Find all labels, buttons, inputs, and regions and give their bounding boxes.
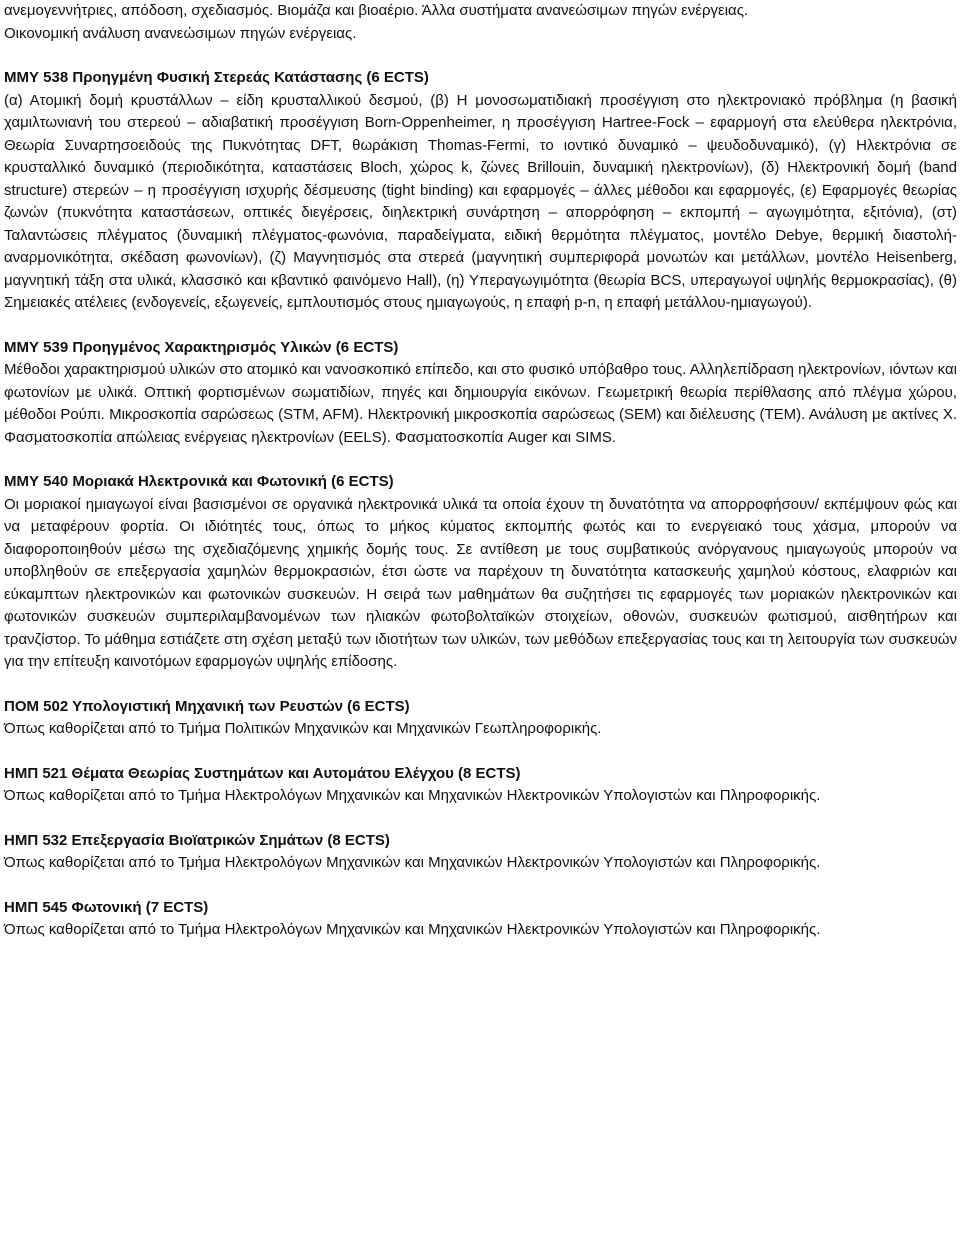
- course-section: [4, 471, 957, 674]
- course-title: ΜΜΥ 539 Προηγμένος Χαρακτηρισμός Υλικών (6 ECTS): [4, 338, 399, 356]
- course-description: Όπως καθορίζεται από το Τμήμα Ηλεκτρολόγων Μηχανικών και Μηχανικών Ηλεκτρονικών Υπολογιστών και Πληροφορικής.: [4, 921, 821, 938]
- course-description: Όπως καθορίζεται από το Τμήμα Ηλεκτρολόγων Μηχανικών και Μηχανικών Ηλεκτρονικών Υπολογιστών και Πληροφορικής.: [4, 787, 821, 804]
- course-title: ΗΜΠ 545 Φωτονική (7 ECTS): [4, 898, 209, 916]
- course-section: [4, 763, 957, 808]
- course-section: [4, 337, 957, 450]
- course-section: [4, 897, 957, 942]
- course-title: ΜΜΥ 540 Μοριακά Ηλεκτρονικά και Φωτονική (6 ECTS): [4, 473, 394, 490]
- intro-line: ανεμογεννήτριες, απόδοση, σχεδιασμός. Βιομάζα και βιοαέριο. Άλλα συστήματα ανανεώσιμων πηγών ενέργειας.: [4, 2, 749, 19]
- course-description: (α) Ατομική δομή κρυστάλλων – είδη κρυσταλλικού δεσμού, (β) Η μονοσωματιδιακή προσέγγιση στο ηλεκτρονιακό πρόβλημα (η βασική χαμιλτωνιανή του στερεού – αδιαβατική προσέγγιση Born-Oppenheimer, η προσέγγιση Hartree-Fock – εφαρμογή στα ελεύθερα ηλεκτρόνια, Θεωρία Συναρτησοειδούς της Πυκνότητας DFT, θωράκιση Thomas-Fermi, το ιοντικό δυναμικό – ψευδοδυναμικό), (γ) Ηλεκτρόνια σε κρυσταλλικό δυναμικό (περιοδικότητα, καταστάσεις Bloch, χώρος k, ζώνες Brillouin, δυναμική ηλεκτρονίων), (δ) Ηλεκτρονική δομή (band structure) στερεών – η προσέγγιση ισχυρής δέσμευσης (tight binding) και εφαρμογές – άλλες μέθοδοι και εφαρμογές, (ε) Εφαρμογές θεωρίας ζωνών (πυκνότητα καταστάσεων, οπτικές διεγέρσεις, διηλεκτρική συνάρτηση – απορρόφηση – εκπομπή – αγωγιμότητα, εξιτόνια), (στ) Ταλαντώσεις πλέγματος (δυναμική πλέγματος-φωνόνια, παραδείγματα, ειδική θερμότητα πλέγματος, μοντέλο Debye, θερμική διαστολή-αναρμονικότητα, σκέδαση φωνονίων), (ζ) Μαγνητισμός στα στερεά (μαγνητική συμπεριφορά μονωτών και μετάλλων, μοντέλο Heisenberg, μαγνητική τάξη στα υλικά, κλασσικό και κβαντικό φαινόμενο Hall), (η) Υπεραγωγιμότητα (θεωρία BCS, υπεραγωγοί υψηλής θερμοκρασίας), (θ) Σημειακές ατέλειες (ενδογενείς, εξωγενείς, εμπλουτισμός στους ημιαγωγούς, η επαφή p-n, η επαφή μετάλλου-ημιαγωγού).: [4, 91, 957, 311]
- course-section: [4, 696, 957, 741]
- course-section: [4, 67, 957, 315]
- course-description: Οι μοριακοί ημιαγωγοί είναι βασισμένοι σε οργανικά ηλεκτρονικά υλικά τα οποία έχουν τη δυνατότητα να απορροφήσουν/ εκπέμψουν φώς και να μεταφέρουν φορτία. Οι ιδιότητές τους, όπως το μήκος κύματος εκπομπής φωτός και το ενεργειακό τους χάσμα, μπορούν να διαφοροποιηθούν μέσω της σχεδιαζόμενης χημικής δομής τους. Σε αντίθεση με τους συμβατικούς ανόργανους ημιαγωγούς μπορούν να υποβληθούν σε επεξεργασία χαμηλών θερμοκρασιών, έτσι ώστε να παρέχουν τη δυνατότητα κατασκευής χαμηλού κόστους, ελαφριών και εύκαμπτων ηλεκτρονικών και φωτονικών συσκευών. Η σειρά των μαθημάτων θα συζητήσει τις εφαρμογές των μοριακών ηλεκτρονικών και φωτονικών συσκευών συμπεριλαμβανομένων των ηλιακών φωτοβολταϊκών στοιχείων, οθονών, συσκευών φωτισμού, αισθητήρων και τρανζίστορ. Το μάθημα εστιάζετε στη σχέση μεταξύ των ιδιοτήτων των υλικών, των μεθόδων επεξεργασίας τους και τη λειτουργία των συσκευών για την επίτευξη καινοτόμων εφαρμογών υψηλής επίδοσης.: [4, 495, 957, 670]
- course-description: Μέθοδοι χαρακτηρισμού υλικών στο ατομικό και νανοσκοπικό επίπεδο, και στο φυσικό υπόβαθρο τους. Αλληλεπίδραση ηλεκτρονίων, ιόντων και φωτονίων με υλικά. Οπτική φορτισμένων σωματιδίων, πηγές και δημιουργία εικόνων. Γεωμετρική θεωρία περίθλασης από πλέγμα χώρου, μέθοδοι Ρούπι. Μικροσκοπία σαρώσεως (STM, AFM). Ηλεκτρονική μικροσκοπία σαρώσεως (SEM) και διέλευσης (TEM). Ανάλυση με ακτίνες Χ. Φασματοσκοπία απώλειας ενέργειας ηλεκτρονίων (EELS). Φασματοσκοπία Auger και SIMS.: [4, 361, 957, 446]
- course-title: ΗΜΠ 532 Επεξεργασία Βιοϊατρικών Σημάτων (8 ECTS): [4, 831, 390, 849]
- course-description: Όπως καθορίζεται από το Τμήμα Πολιτικών Μηχανικών και Μηχανικών Γεωπληροφορικής.: [4, 720, 602, 737]
- intro-line: Οικονομική ανάλυση ανανεώσιμων πηγών ενέργειας.: [4, 24, 357, 42]
- course-section: [4, 830, 957, 875]
- course-title: ΗΜΠ 521 Θέματα Θεωρίας Συστημάτων και Αυτομάτου Ελέγχου (8 ECTS): [4, 764, 521, 782]
- course-title: ΠΟΜ 502 Υπολογιστική Μηχανική των Ρευστών (6 ECTS): [4, 697, 410, 715]
- course-description: Όπως καθορίζεται από το Τμήμα Ηλεκτρολόγων Μηχανικών και Μηχανικών Ηλεκτρονικών Υπολογιστών και Πληροφορικής.: [4, 854, 821, 871]
- course-title: ΜΜΥ 538 Προηγμένη Φυσική Στερεάς Κατάστασης (6 ECTS): [4, 69, 429, 86]
- intro-paragraph: [4, 0, 957, 45]
